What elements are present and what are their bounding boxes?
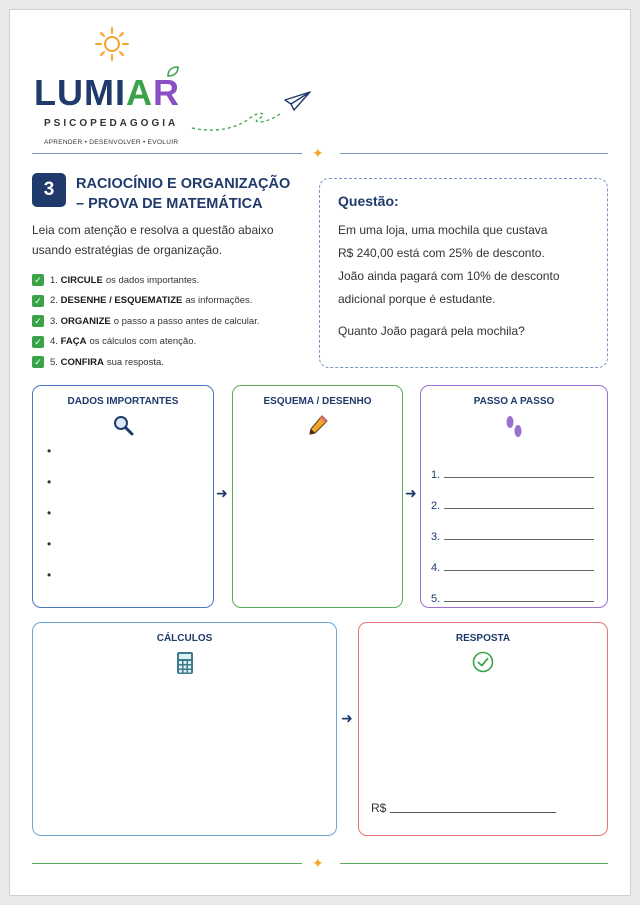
checklist-item — [32, 352, 259, 373]
step-number: 5. — [431, 593, 441, 605]
logo-letter: R — [153, 72, 181, 113]
box-title: RESPOSTA — [455, 633, 511, 644]
checkbox-checked-icon: ✓ — [32, 295, 44, 307]
paper-plane-icon — [190, 88, 315, 134]
question-box — [319, 178, 608, 368]
box-title: DADOS IMPORTANTES — [67, 396, 179, 407]
data-bullet-list — [47, 444, 51, 599]
question-line: João ainda pagará com 10% de desconto — [338, 269, 560, 283]
item-number: 3. — [50, 315, 58, 327]
answer-line[interactable] — [444, 477, 594, 478]
step-number: 1. — [431, 469, 441, 481]
item-text: os cálculos com atenção. — [89, 336, 197, 348]
bullet-item: • — [47, 537, 52, 551]
bullet-item: • — [47, 444, 52, 458]
bullet-item: • — [47, 475, 52, 489]
checklist-item — [32, 291, 259, 312]
steps-list — [431, 450, 594, 605]
checklist-item — [32, 332, 259, 353]
item-keyword: CIRCULE — [60, 274, 103, 286]
bottom-divider-right — [340, 863, 608, 864]
checkbox-checked-icon: ✓ — [32, 336, 44, 348]
dados-importantes-box[interactable] — [32, 385, 214, 608]
star-icon: ✦ — [312, 145, 324, 161]
question-line: R$ 240,00 está com 25% de desconto. — [338, 246, 545, 260]
bottom-divider-left — [32, 863, 302, 864]
top-divider-left — [32, 153, 302, 154]
esquema-desenho-box[interactable] — [232, 385, 403, 608]
checklist-item — [32, 311, 259, 332]
item-number: 2. — [50, 295, 58, 307]
question-prompt: Quanto João pagará pela mochila? — [338, 324, 525, 338]
magnifier-icon — [112, 414, 134, 436]
answer-line[interactable] — [444, 508, 594, 509]
item-text: o passo a passo antes de calcular. — [113, 315, 260, 327]
bullet-item: • — [47, 506, 52, 520]
question-line: adicional porque é estudante. — [338, 292, 496, 306]
logo-letter: L — [34, 72, 57, 113]
calculos-box[interactable] — [32, 622, 337, 836]
logo-tagline: APRENDER • DESENVOLVER • EVOLUIR — [44, 139, 179, 146]
arrow-right-icon: ➜ — [216, 485, 228, 501]
item-text: os dados importantes. — [105, 274, 200, 286]
item-number: 5. — [50, 356, 58, 368]
item-text: as informações. — [185, 295, 253, 307]
checkbox-checked-icon: ✓ — [32, 315, 44, 327]
passo-a-passo-box[interactable] — [420, 385, 608, 608]
item-text: sua resposta. — [106, 356, 164, 368]
calculator-icon — [176, 651, 194, 675]
leaf-icon — [166, 66, 180, 78]
box-title: ESQUEMA / DESENHO — [263, 396, 372, 407]
sun-icon — [92, 26, 132, 62]
checkbox-checked-icon: ✓ — [32, 274, 44, 286]
logo-wordmark — [34, 72, 180, 114]
strategy-checklist — [32, 270, 259, 373]
answer-line[interactable] — [444, 539, 594, 540]
step-item[interactable] — [431, 543, 594, 574]
section-title-line2: – PROVA DE MATEMÁTICA — [76, 196, 263, 212]
step-number: 2. — [431, 500, 441, 512]
answer-field[interactable] — [371, 801, 556, 815]
item-keyword: DESENHE / ESQUEMATIZE — [60, 295, 183, 307]
answer-line[interactable] — [444, 601, 594, 602]
currency-label: R$ — [371, 801, 387, 815]
resposta-box[interactable] — [358, 622, 608, 836]
star-icon: ✦ — [312, 855, 324, 871]
worksheet-page — [9, 9, 631, 896]
answer-line[interactable] — [444, 570, 594, 571]
section-title — [76, 174, 290, 214]
footprints-icon — [503, 414, 525, 440]
box-title: PASSO A PASSO — [473, 396, 555, 407]
lumiar-logo — [34, 26, 204, 146]
check-circle-icon — [472, 651, 494, 673]
item-keyword: CONFIRA — [60, 356, 104, 368]
logo-letter: A — [126, 72, 154, 113]
arrow-right-icon: ➜ — [405, 485, 417, 501]
item-number: 4. — [50, 336, 58, 348]
item-keyword: ORGANIZE — [60, 315, 111, 327]
bullet-item: • — [47, 568, 52, 582]
question-line: Em uma loja, uma mochila que custava — [338, 223, 548, 237]
step-number: 3. — [431, 531, 441, 543]
question-title: Questão: — [338, 193, 399, 209]
checklist-item — [32, 270, 259, 291]
section-title-line1: RACIOCÍNIO E ORGANIZAÇÃO — [76, 176, 291, 192]
top-divider-right — [340, 153, 608, 154]
arrow-right-icon: ➜ — [341, 710, 353, 726]
section-number-badge: 3 — [32, 173, 66, 207]
box-title: CÁLCULOS — [156, 633, 213, 644]
logo-letter: U — [57, 72, 84, 113]
logo-letter: I — [115, 72, 127, 113]
instructions-text: Leia com atenção e resolva a questão abaixo usando estratégias de organização. — [32, 223, 274, 257]
step-item[interactable] — [431, 450, 594, 481]
item-number: 1. — [50, 274, 58, 286]
answer-line[interactable] — [390, 812, 556, 813]
step-number: 4. — [431, 562, 441, 574]
logo-subtitle: PSICOPEDAGOGIA — [44, 118, 179, 129]
step-item[interactable] — [431, 481, 594, 512]
step-item[interactable] — [431, 512, 594, 543]
logo-letter: M — [84, 72, 115, 113]
checkbox-checked-icon: ✓ — [32, 356, 44, 368]
pencil-icon — [307, 414, 329, 438]
item-keyword: FAÇA — [60, 336, 87, 348]
step-item[interactable] — [431, 574, 594, 605]
